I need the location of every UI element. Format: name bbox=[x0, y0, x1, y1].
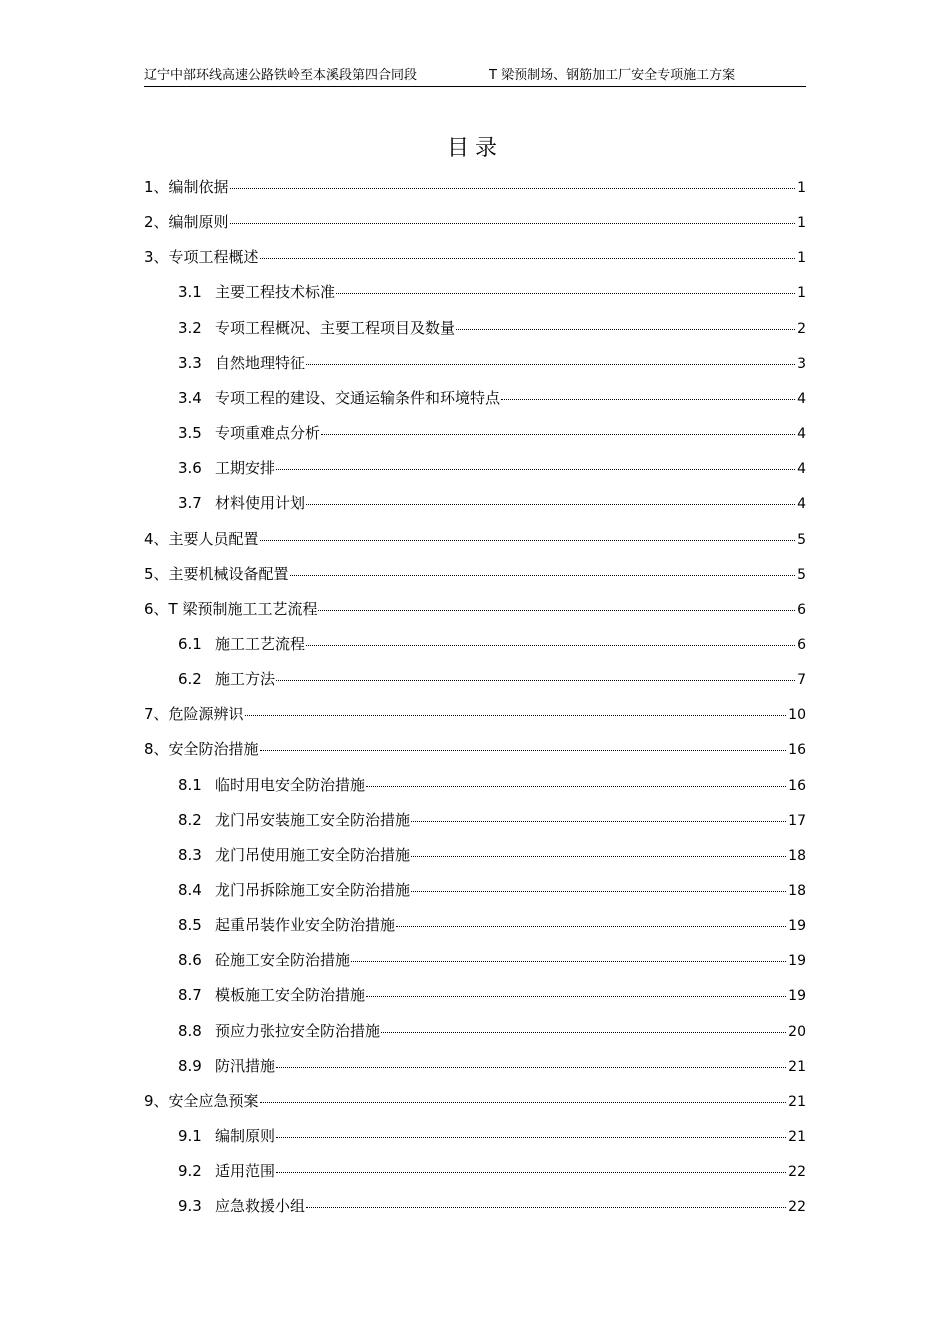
toc-entry-label: 起重吊装作业安全防治措施 bbox=[215, 916, 396, 935]
toc-entry[interactable] bbox=[178, 282, 806, 302]
toc-entry[interactable] bbox=[178, 1126, 806, 1146]
toc-entry-page: 4 bbox=[797, 390, 806, 407]
toc-entry[interactable] bbox=[178, 1196, 806, 1216]
toc-leader-dots bbox=[276, 679, 795, 681]
toc-entry-label: 专项工程概况、主要工程项目及数量 bbox=[215, 318, 456, 337]
toc-leader-dots bbox=[411, 855, 786, 857]
toc-entry[interactable] bbox=[144, 739, 806, 759]
toc-entry-number: 8.6 bbox=[178, 951, 202, 970]
toc-leader-dots bbox=[230, 187, 796, 189]
toc-entry-number: 8.5 bbox=[178, 916, 202, 935]
toc-entry-page: 19 bbox=[788, 918, 806, 935]
toc-entry-label: 编制原则 bbox=[215, 1127, 276, 1146]
toc-entry-label: 临时用电安全防治措施 bbox=[215, 775, 366, 794]
toc-entry-number: 8.8 bbox=[178, 1021, 202, 1040]
toc-entry-number: 3.1 bbox=[178, 283, 202, 302]
toc-entry-page: 17 bbox=[788, 812, 806, 829]
toc-entry-label: 安全防治措施 bbox=[168, 740, 259, 759]
toc-entry-page: 1 bbox=[797, 250, 806, 267]
toc-entry[interactable] bbox=[178, 1161, 806, 1181]
toc-entry-number: 4、 bbox=[144, 529, 169, 548]
toc-entry-page: 19 bbox=[788, 953, 806, 970]
toc-entry-number: 8.3 bbox=[178, 845, 202, 864]
toc-entry-page: 5 bbox=[797, 531, 806, 548]
toc-leader-dots bbox=[396, 925, 786, 927]
toc-entry[interactable] bbox=[144, 177, 806, 197]
toc-leader-dots bbox=[501, 398, 795, 400]
toc-title: 目录 bbox=[446, 136, 503, 161]
toc-entry[interactable] bbox=[144, 212, 806, 232]
toc-entry-number: 3.5 bbox=[178, 424, 202, 443]
toc-entry[interactable] bbox=[178, 915, 806, 935]
toc-leader-dots bbox=[276, 468, 795, 470]
toc-leader-dots bbox=[321, 433, 795, 435]
toc-entry-number: 8.9 bbox=[178, 1056, 202, 1075]
toc-entry-label: 专项重难点分析 bbox=[215, 424, 321, 443]
toc-entry-page: 4 bbox=[797, 461, 806, 478]
toc-entry-label: 主要工程技术标准 bbox=[215, 283, 336, 302]
toc-entry-page: 4 bbox=[797, 426, 806, 443]
toc-entry-page: 1 bbox=[797, 215, 806, 232]
header-document-title: T 梁预制场、钢筋加工厂安全专项施工方案 bbox=[489, 68, 736, 83]
toc-entry[interactable] bbox=[178, 493, 806, 513]
toc-entry-page: 21 bbox=[788, 1093, 806, 1110]
toc-entry-label: 适用范围 bbox=[215, 1162, 276, 1181]
toc-entry-label: 编制原则 bbox=[168, 213, 229, 232]
toc-leader-dots bbox=[306, 503, 795, 505]
toc-leader-dots bbox=[276, 1066, 786, 1068]
toc-entry-number: 3.3 bbox=[178, 353, 202, 372]
toc-entry-page: 2 bbox=[797, 320, 806, 337]
toc-entry-number: 8.4 bbox=[178, 881, 202, 899]
toc-entry-label: 工期安排 bbox=[215, 459, 276, 478]
toc-entry-label: 主要机械设备配置 bbox=[168, 564, 289, 583]
toc-entry-label: 施工方法 bbox=[215, 670, 276, 689]
toc-entry-label: 编制依据 bbox=[168, 178, 229, 196]
toc-entry-label: 主要人员配置 bbox=[168, 529, 259, 548]
toc-entry-page: 18 bbox=[788, 847, 806, 864]
toc-leader-dots bbox=[260, 1101, 787, 1103]
toc-entry-label: 龙门吊使用施工安全防治措施 bbox=[215, 845, 411, 864]
toc-leader-dots bbox=[245, 714, 787, 716]
toc-leader-dots bbox=[260, 539, 796, 541]
toc-leader-dots bbox=[306, 1206, 786, 1208]
toc-entry[interactable] bbox=[178, 634, 806, 654]
toc-entry-label: 龙门吊安装施工安全防治措施 bbox=[215, 810, 411, 829]
toc-entry-label: 应急救援小组 bbox=[215, 1197, 306, 1216]
toc-entry-page: 16 bbox=[788, 742, 806, 759]
toc-entry-number: 9.3 bbox=[178, 1197, 202, 1216]
toc-entry-label: 安全应急预案 bbox=[168, 1091, 259, 1110]
toc-leader-dots bbox=[366, 995, 786, 997]
toc-entry-page: 5 bbox=[797, 566, 806, 583]
toc-entry-label: 龙门吊拆除施工安全防治措施 bbox=[215, 881, 411, 899]
toc-leader-dots bbox=[318, 609, 795, 611]
toc-entry-number: 3.2 bbox=[178, 318, 202, 337]
toc-entry[interactable] bbox=[178, 845, 806, 865]
toc-leader-dots bbox=[306, 363, 795, 365]
toc-entry[interactable] bbox=[178, 388, 806, 408]
toc-entry-page: 6 bbox=[797, 636, 806, 653]
toc-entry-label: 材料使用计划 bbox=[215, 494, 306, 513]
toc-entry-number: 3.4 bbox=[178, 388, 202, 407]
toc-entry[interactable] bbox=[144, 599, 806, 619]
toc-entry-number: 8.7 bbox=[178, 986, 202, 1005]
toc-entry-number: 9、 bbox=[144, 1091, 169, 1110]
toc-entry-page: 4 bbox=[797, 496, 806, 513]
toc-entry-label: 专项工程的建设、交通运输条件和环境特点 bbox=[215, 388, 501, 407]
toc-entry-number: 9.1 bbox=[178, 1127, 202, 1146]
toc-leader-dots bbox=[260, 749, 787, 751]
toc-entry-number: 6.2 bbox=[178, 670, 202, 689]
toc-entry[interactable] bbox=[178, 423, 806, 443]
toc-entry-page: 6 bbox=[797, 601, 806, 618]
toc-leader-dots bbox=[381, 1031, 786, 1033]
toc-entry-label: 防汛措施 bbox=[215, 1056, 276, 1075]
toc-leader-dots bbox=[366, 785, 786, 787]
toc-entry-label: T 梁预制施工工艺流程 bbox=[168, 599, 318, 618]
toc-entry-page: 21 bbox=[788, 1058, 806, 1075]
toc-entry-label: 模板施工安全防治措施 bbox=[215, 986, 366, 1005]
toc-entry-page: 7 bbox=[797, 672, 806, 689]
toc-entry-page: 1 bbox=[797, 285, 806, 302]
toc-leader-dots bbox=[230, 222, 796, 224]
toc-entry-number: 2、 bbox=[144, 213, 169, 232]
toc-entry[interactable] bbox=[178, 669, 806, 689]
toc-entry[interactable] bbox=[144, 564, 806, 584]
toc-entry[interactable] bbox=[144, 529, 806, 549]
toc-entry-label: 危险源辨识 bbox=[168, 705, 244, 724]
toc-leader-dots bbox=[411, 820, 786, 822]
toc-entry[interactable] bbox=[144, 1091, 806, 1111]
toc-entry-label: 专项工程概述 bbox=[168, 248, 259, 267]
toc-entry[interactable] bbox=[144, 247, 806, 267]
toc-entry[interactable] bbox=[178, 1056, 806, 1076]
toc-entry-number: 3.6 bbox=[178, 459, 202, 478]
toc-leader-dots bbox=[336, 292, 795, 294]
toc-entry[interactable] bbox=[178, 1021, 806, 1041]
toc-entry-page: 3 bbox=[797, 355, 806, 372]
toc-entry-label: 砼施工安全防治措施 bbox=[215, 951, 351, 970]
toc-entry-page: 20 bbox=[788, 1023, 806, 1040]
toc-leader-dots bbox=[260, 257, 796, 259]
toc-entry-number: 6、 bbox=[144, 599, 169, 618]
toc-entry-page: 22 bbox=[788, 1199, 806, 1216]
toc-leader-dots bbox=[276, 1136, 786, 1138]
toc-entry-number: 8.1 bbox=[178, 775, 202, 794]
toc-leader-dots bbox=[306, 644, 795, 646]
toc-entry-number: 6.1 bbox=[178, 634, 202, 653]
toc-entry[interactable] bbox=[178, 318, 806, 338]
toc-entry[interactable] bbox=[178, 810, 806, 830]
toc-entry-label: 施工工艺流程 bbox=[215, 634, 306, 653]
toc-entry-number: 8、 bbox=[144, 740, 169, 759]
toc-entry[interactable] bbox=[178, 353, 806, 373]
toc-leader-dots bbox=[351, 960, 786, 962]
toc-entry-label: 自然地理特征 bbox=[215, 353, 306, 372]
toc-entry-number: 7、 bbox=[144, 705, 169, 724]
toc-entry-number: 3.7 bbox=[178, 494, 202, 513]
toc-entry-number: 9.2 bbox=[178, 1162, 202, 1181]
toc-entry[interactable] bbox=[178, 880, 806, 900]
toc-entry[interactable] bbox=[144, 704, 806, 724]
toc-entry-page: 22 bbox=[788, 1164, 806, 1181]
toc-leader-dots bbox=[290, 574, 796, 576]
toc-entry[interactable] bbox=[178, 775, 806, 795]
toc-entry-label: 预应力张拉安全防治措施 bbox=[215, 1021, 381, 1040]
toc-entry-page: 21 bbox=[788, 1129, 806, 1146]
toc-leader-dots bbox=[456, 328, 795, 330]
toc-entry-number: 1、 bbox=[144, 178, 169, 196]
toc-entry-page: 1 bbox=[797, 180, 806, 196]
toc-entry-page: 10 bbox=[788, 707, 806, 724]
toc-entry-page: 16 bbox=[788, 777, 806, 794]
toc-entry-page: 19 bbox=[788, 988, 806, 1005]
toc-entry[interactable] bbox=[178, 985, 806, 1005]
toc-entry[interactable] bbox=[178, 950, 806, 970]
toc-entry-number: 5、 bbox=[144, 564, 169, 583]
toc-entry-number: 8.2 bbox=[178, 810, 202, 829]
toc-entry-page: 18 bbox=[788, 883, 806, 899]
toc-entry[interactable] bbox=[178, 458, 806, 478]
toc-leader-dots bbox=[411, 890, 786, 892]
header-project-title: 辽宁中部环线高速公路铁岭至本溪段第四合同段 bbox=[144, 68, 418, 83]
toc-leader-dots bbox=[276, 1171, 786, 1173]
toc-entry-number: 3、 bbox=[144, 248, 169, 267]
